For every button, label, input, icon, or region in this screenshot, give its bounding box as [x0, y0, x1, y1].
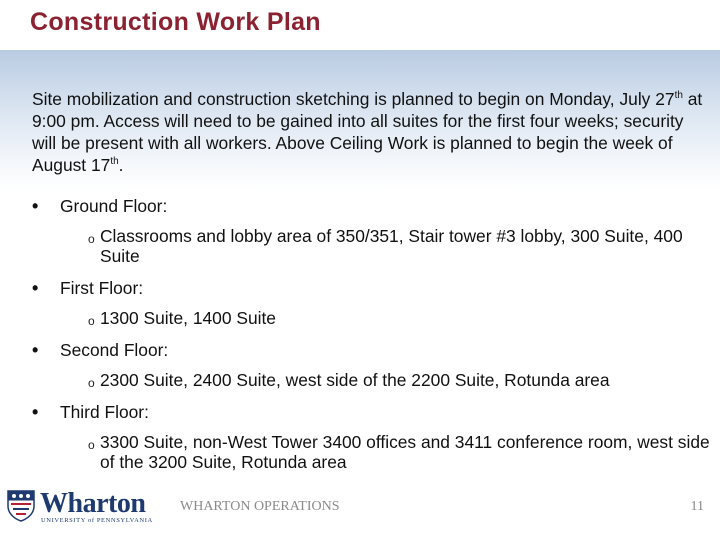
footer-center-text: WHARTON OPERATIONS: [180, 499, 340, 514]
floor-detail: 1300 Suite, 1400 Suite: [100, 308, 276, 328]
bullet-icon: •: [32, 196, 39, 216]
intro-paragraph: [32, 88, 712, 176]
floor-first: [32, 277, 712, 328]
sub-bullet-icon: o: [88, 376, 95, 390]
floor-second: [32, 339, 712, 390]
floor-label: Second Floor:: [60, 340, 169, 360]
logo-wordmark: Wharton: [40, 488, 146, 519]
floor-third: [32, 401, 712, 472]
intro-superscript-1: th: [674, 90, 683, 102]
floor-detail: 3300 Suite, non-West Tower 3400 offices and 3411 conference room, west side of the 3200 Suite, Rotunda area: [100, 432, 710, 472]
wharton-logo: [7, 488, 167, 528]
floor-detail: Classrooms and lobby area of 350/351, Stair tower #3 lobby, 300 Suite, 400 Suite: [100, 226, 683, 266]
floor-label: Third Floor:: [60, 402, 149, 422]
sub-bullet-icon: o: [88, 232, 95, 246]
intro-text-2: at 9:00 pm. Access will need to be gained into all suites for the first four weeks; security will be present with all workers. Above Ceiling Work is planned to begin the week of August 17: [32, 89, 703, 175]
slide-content: [32, 88, 712, 472]
sub-bullet-icon: o: [88, 314, 95, 328]
floor-label: Ground Floor:: [60, 196, 168, 216]
title-bar: [0, 0, 720, 50]
intro-text-1: Site mobilization and construction sketching is planned to begin on Monday, July 27: [32, 89, 675, 109]
floor-ground: [32, 195, 712, 266]
floor-detail: 2300 Suite, 2400 Suite, west side of the 2200 Suite, Rotunda area: [100, 370, 610, 390]
penn-shield-icon: [7, 490, 35, 522]
slide-title: Construction Work Plan: [30, 8, 321, 36]
logo-university: UNIVERSITY of PENNSYLVANIA: [41, 517, 153, 524]
bullet-icon: •: [32, 402, 39, 422]
bullet-icon: •: [32, 340, 39, 360]
intro-text-3: .: [118, 155, 124, 175]
page-number: 11: [690, 499, 704, 514]
floor-label: First Floor:: [60, 278, 144, 298]
intro-superscript-2: th: [110, 156, 119, 168]
bullet-icon: •: [32, 278, 39, 298]
sub-bullet-icon: o: [88, 438, 95, 452]
